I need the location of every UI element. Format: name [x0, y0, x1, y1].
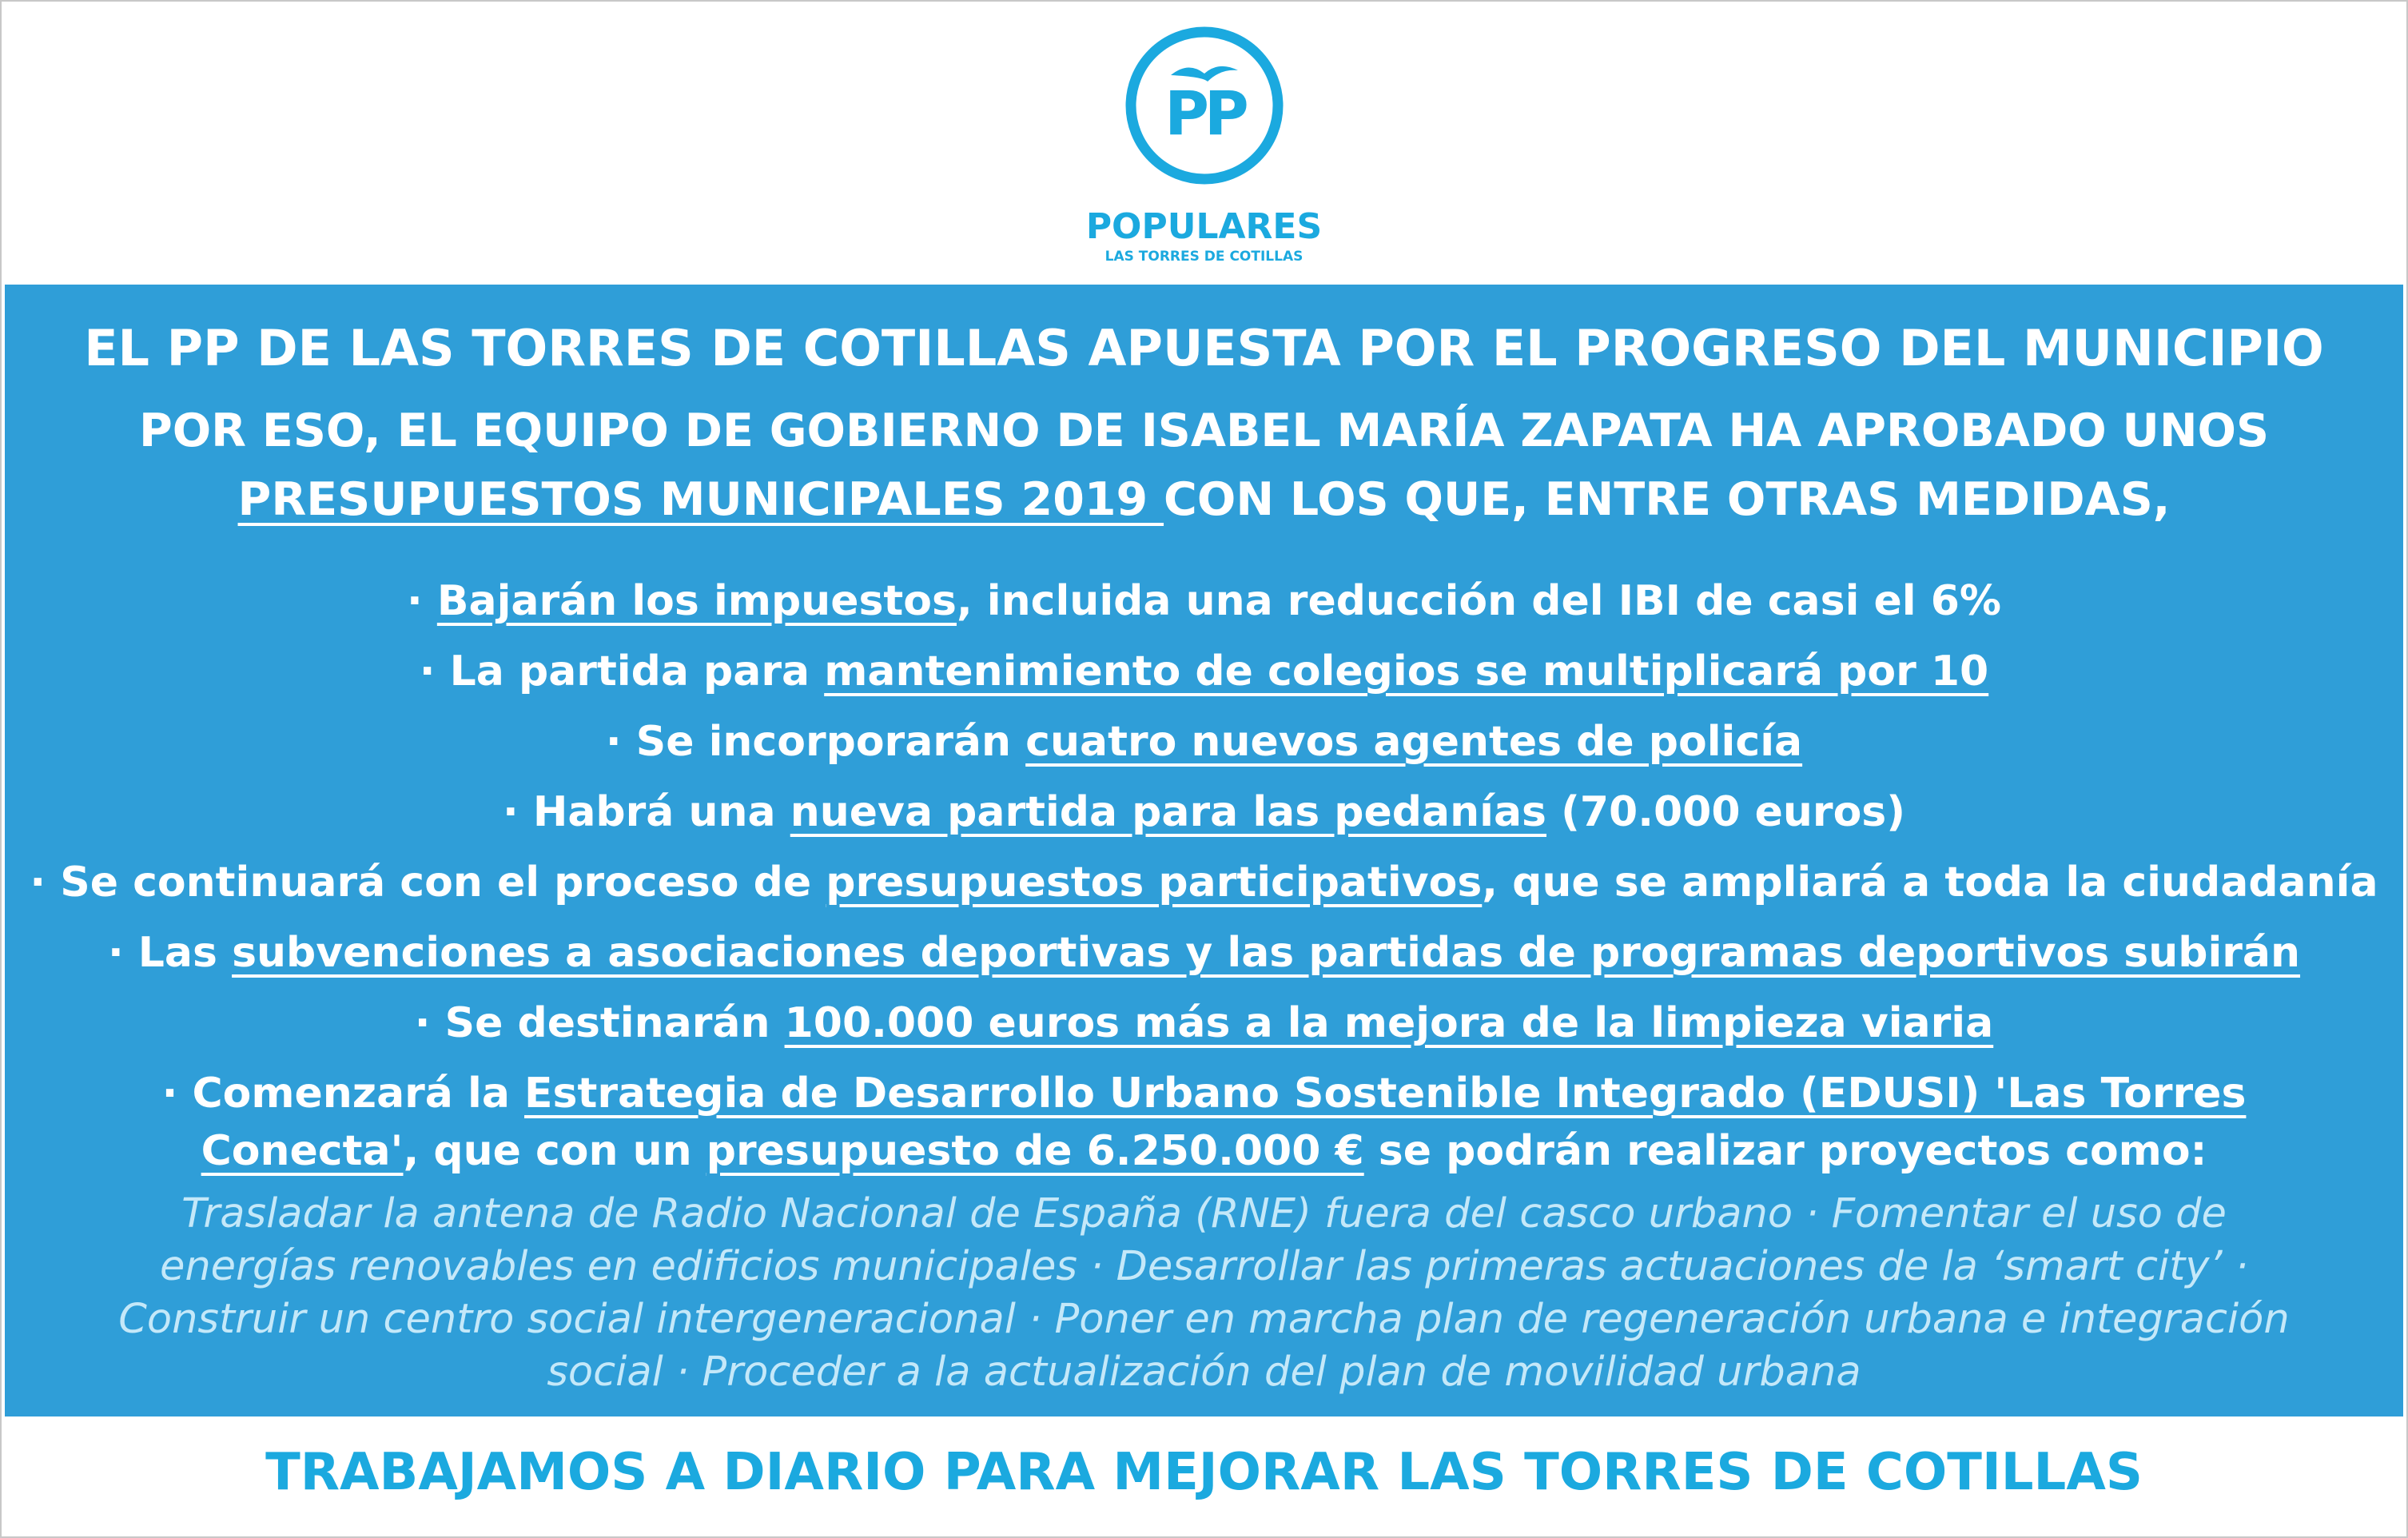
- intro-line-1: POR ESO, EL EQUIPO DE GOBIERNO DE ISABEL MARÍA ZAPATA HA APROBADO UNOS: [138, 404, 2270, 457]
- measure-lead: · Comenzará la: [161, 1070, 525, 1118]
- party-logo: [2, 26, 2406, 265]
- brand-name: POPULARES: [1085, 206, 1323, 247]
- edusi-projects: Trasladar la antena de Radio Nacional de España (RNE) fuera del casco urbano · Fomentar el uso de energías renovables en edificios municipales · Desarrollar las primeras actuaciones de la ‘smart city’ · Construir un centro social intergeneracional · Poner en marcha plan de regeneración urbana e integración social · Proceder a la actualización del plan de movilidad urbana: [118, 1190, 2290, 1396]
- logo-monogram: PP: [1164, 78, 1244, 149]
- measure-lead: · La partida para: [419, 647, 825, 695]
- pp-gull-logo-icon: [1124, 26, 1284, 185]
- measure-lead: · Las: [107, 929, 233, 977]
- measure-lead: · Se continuará con el proceso de: [30, 859, 826, 906]
- measure-item: [5, 847, 2403, 918]
- measure-lead: · Se destinarán: [414, 999, 785, 1047]
- measure-lead: · Habrá una: [502, 788, 790, 836]
- measure-emphasis: nueva partida para las pedanías: [790, 788, 1546, 836]
- intro-text: [5, 396, 2403, 534]
- measure-item: [5, 918, 2403, 988]
- headline: EL PP DE LAS TORRES DE COTILLAS APUESTA POR EL PROGRESO DEL MUNICIPIO: [84, 319, 2324, 377]
- measure-item: [5, 988, 2403, 1058]
- footer-slogan: TRABAJAMOS A DIARIO PARA MEJORAR LAS TORRES DE COTILLAS: [265, 1443, 2143, 1502]
- measure-emphasis: 100.000 euros más a la mejora de la limpieza viaria: [784, 999, 1994, 1047]
- intro-line-2: [5, 465, 2403, 534]
- measure-emphasis: subvenciones a asociaciones deportivas y las partidas de programas deportivos subirán: [232, 929, 2301, 977]
- measure-item: [5, 707, 2403, 777]
- measure-item: [5, 566, 2403, 636]
- brand-subtitle: LAS TORRES DE COTILLAS: [1104, 249, 1304, 265]
- measure-tail: , que se ampliará a toda la ciudadanía: [1482, 859, 2378, 906]
- edusi-budget-emphasis: presupuesto de 6.250.000 €: [706, 1127, 1364, 1175]
- measures-list: [5, 566, 2403, 1180]
- measure-emphasis: cuatro nuevos agentes de policía: [1025, 718, 1803, 766]
- edusi-measure: [5, 1065, 2403, 1180]
- edusi-emphasis: Estrategia de Desarrollo Urbano Sostenible Integrado (EDUSI) 'Las Torres Conecta': [201, 1070, 2247, 1175]
- measure-emphasis: presupuestos participativos: [826, 859, 1483, 906]
- measure-emphasis: Bajarán los impuestos: [436, 577, 957, 625]
- measure-lead: ·: [406, 577, 437, 625]
- measure-middle: , que con un: [403, 1127, 706, 1175]
- measure-item: [5, 636, 2403, 707]
- intro-line-2-rest: CON LOS QUE, ENTRE OTRAS MEDIDAS,: [1164, 473, 2171, 526]
- measure-tail: se podrán realizar proyectos como:: [1363, 1127, 2207, 1175]
- measure-tail: (70.000 euros): [1546, 788, 1906, 836]
- measure-item: [5, 777, 2403, 847]
- measure-tail: , incluida una reducción del IBI de casi el 6%: [956, 577, 2001, 625]
- measure-lead: · Se incorporarán: [605, 718, 1026, 766]
- announcement-panel: [5, 285, 2403, 1416]
- measure-emphasis: mantenimiento de colegios se multiplicará por 10: [824, 647, 1989, 695]
- budget-2019-emphasis: PRESUPUESTOS MUNICIPALES 2019: [237, 473, 1164, 526]
